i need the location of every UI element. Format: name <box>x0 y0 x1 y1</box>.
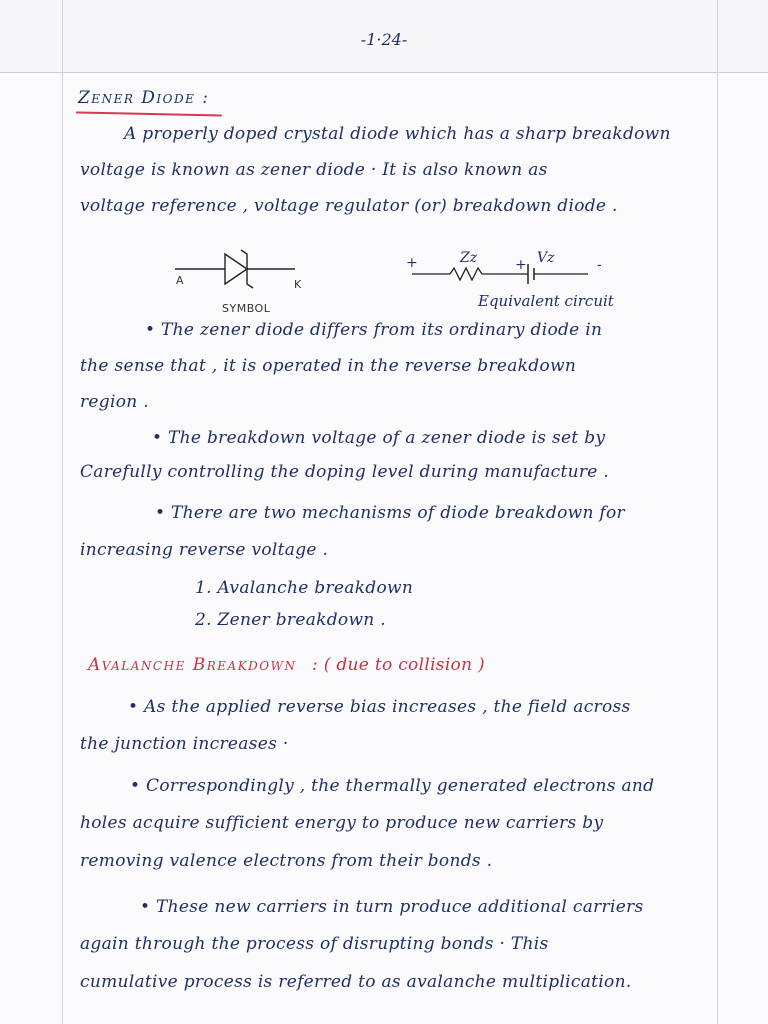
intro-line-1: A properly doped crystal diode which has a sharp breakdown <box>124 124 671 144</box>
intro-line-3: voltage reference , voltage regulator (or) breakdown diode . <box>80 196 618 216</box>
equivalent-plus-left: + <box>406 255 418 271</box>
avalanche-para2-line-1: • Correspondingly , the thermally generated electrons and <box>130 776 655 796</box>
equivalent-minus: - <box>597 257 602 273</box>
right-margin-line <box>717 0 718 1024</box>
avalanche-para3-line-3: cumulative process is referred to as avalanche multiplication. <box>80 972 632 992</box>
anode-label: A <box>176 274 184 287</box>
equivalent-plus-mid: + <box>515 257 527 273</box>
para2-line-2: Carefully controlling the doping level during manufacture . <box>80 462 610 482</box>
cathode-label: K <box>294 278 302 291</box>
zz-label: Zz <box>460 250 478 266</box>
para1-line-1: • The zener diode differs from its ordinary diode in <box>145 320 603 340</box>
avalanche-para1-line-2: the junction increases · <box>80 734 289 754</box>
vz-label: Vz <box>537 250 555 266</box>
left-margin-line <box>62 0 63 1024</box>
avalanche-para3-line-2: again through the process of disrupting bonds · This <box>80 934 549 954</box>
avalanche-para3-line-1: • These new carriers in turn produce additional carriers <box>140 897 644 917</box>
avalanche-breakdown-heading: Avalanche Breakdown <box>88 655 297 675</box>
para2-line-1: • The breakdown voltage of a zener diode is set by <box>152 428 606 448</box>
zener-diode-heading: Zener Diode : <box>78 88 210 108</box>
avalanche-para2-line-2: holes acquire sufficient energy to produce new carriers by <box>80 813 604 833</box>
intro-line-2: voltage is known as zener diode · It is also known as <box>80 160 548 180</box>
mechanism-item-1: 1. Avalanche breakdown <box>195 578 414 598</box>
para1-line-3: region . <box>80 392 149 412</box>
para3-line-1: • There are two mechanisms of diode breakdown for <box>155 503 625 523</box>
symbol-caption: SYMBOL <box>222 302 271 315</box>
avalanche-note: : ( due to collision ) <box>312 655 485 675</box>
heading-underline <box>76 111 222 116</box>
para3-line-2: increasing reverse voltage . <box>80 540 329 560</box>
equivalent-circuit-diagram <box>410 254 610 294</box>
avalanche-para2-line-3: removing valence electrons from their bonds . <box>80 851 493 871</box>
para1-line-2: the sense that , it is operated in the reverse breakdown <box>80 356 577 376</box>
page-number: -1·24- <box>360 30 408 49</box>
mechanism-item-2: 2. Zener breakdown . <box>195 610 386 630</box>
avalanche-para1-line-1: • As the applied reverse bias increases , the field across <box>128 697 631 717</box>
equivalent-circuit-caption: Equivalent circuit <box>478 292 614 310</box>
